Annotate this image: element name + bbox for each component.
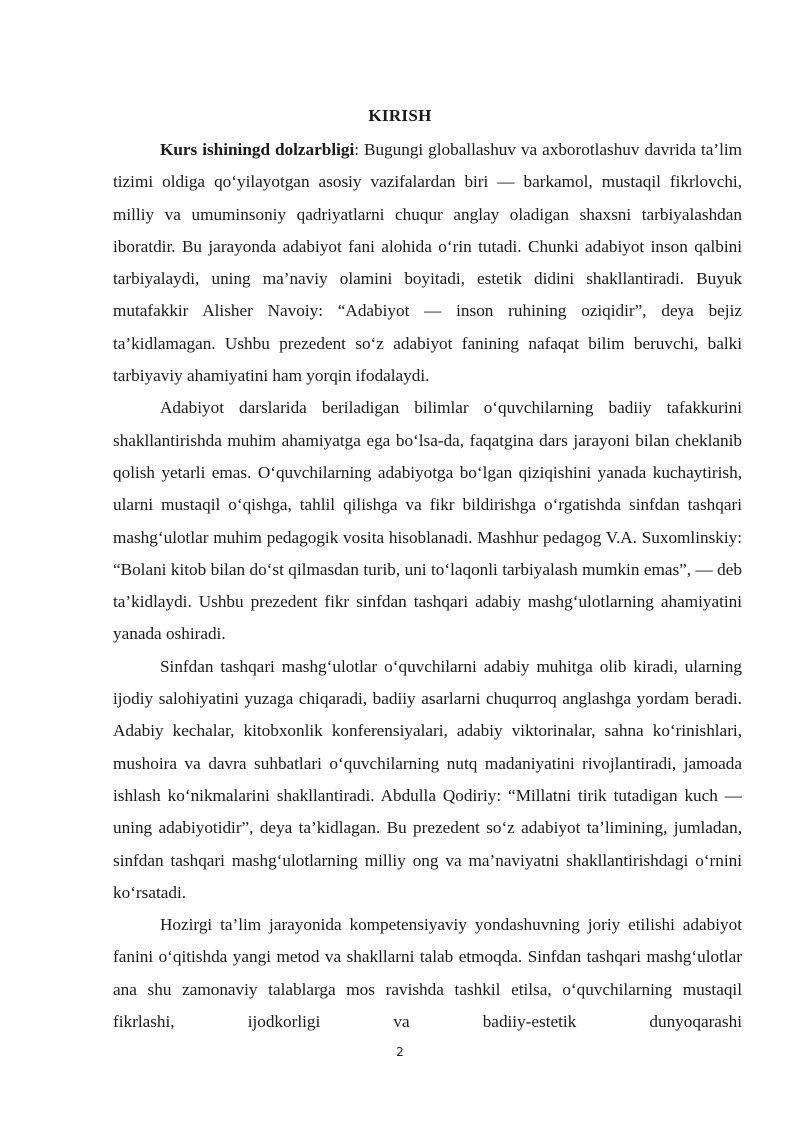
page-number: 2 xyxy=(396,1045,404,1059)
paragraph: Sinfdan tashqari mashg‘ulotlar o‘quvchilarni adabiy muhitga olib kiradi, ularning ijodiy salohiyatini yuzaga chiqaradi, badiiy asarlarni chuqurroq anglashga yordam beradi. Adabiy kechalar, kitobxonlik konferensiyalari, adabiy viktorinalar, sahna ko‘rinishlari, mushoira va davra suhbatlari o‘quvchilarning nutq madaniyatini rivojlantiradi, jamoada ishlash ko‘nikmalarini shakllantiradi. Abdulla Qodiriy: “Millatni tirik tutadigan kuch — uning adabiyotidir”, deya ta’kidlagan. Bu prezedent so‘z adabiyot ta’limining, jumladan, sinfdan tashqari mashg‘ulotlarning milliy ong va ma’naviyatni shakllantirishdagi o‘rnini ko‘rsatadi. xyxy=(113,656,742,902)
paragraph-lead: Kurs ishiningd dolzarbligi xyxy=(160,140,355,159)
paragraph-text: : Bugungi globallashuv va axborotlashuv davrida ta’lim tizimi oldiga qo‘yilayotgan asosiy vazifalardan biri — barkamol, mustaqil fikrlovchi, milliy va umuminsoniy qadriyatlarni chuqur anglay oladigan shaxsni tarbiyalashdan iboratdir. Bu jarayonda adabiyot fani alohida o‘rin tutadi. Chunki adabiyot inson qalbini tarbiyalaydi, uning ma’naviy olamini boyitadi, estetik didini shakllantiradi. Buyuk mutafakkir Alisher Navoiy: “Adabiyot — inson ruhining oziqidir”, deya bejiz ta’kidlamagan. Ushbu prezedent so‘z adabiyot fanining nafaqat bilim beruvchi, balki tarbiyaviy ahamiyatini ham yorqin ifodalaydi. xyxy=(113,140,742,386)
section-heading: KIRISH xyxy=(368,106,432,125)
paragraph-relevance xyxy=(113,134,742,392)
body-text xyxy=(113,134,742,1038)
paragraph: Hozirgi ta’lim jarayonida kompetensiyaviy yondashuvning joriy etilishi adabiyot fanini o‘qitishda yangi metod va shakllarni talab etmoqda. Sinfdan tashqari mashg‘ulotlar ana shu zamonaviy talablarga mos ravishda tashkil etilsa, o‘quvchilarning mustaqil fikrlashi, ijodkorligi va badiiy-estetik dunyoqarashi xyxy=(113,915,742,1032)
paragraph: Adabiyot darslarida beriladigan bilimlar o‘quvchilarning badiiy tafakkurini shakllantirishda muhim ahamiyatga ega bo‘lsa-da, faqatgina dars jarayoni bilan cheklanib qolish yetarli emas. O‘quvchilarning adabiyotga bo‘lgan qiziqishini yanada kuchaytirish, ularni mustaqil o‘qishga, tahlil qilishga va fikr bildirishga o‘rgatishda sinfdan tashqari mashg‘ulotlar muhim pedagogik vosita hisoblanadi. Mashhur pedagog V.A. Suxomlinskiy: “Bolani kitob bilan do‘st qilmasdan turib, uni to‘laqonli tarbiyalash mumkin emas”, — deb ta’kidlaydi. Ushbu prezedent fikr sinfdan tashqari adabiy mashg‘ulotlarning ahamiyatini yanada oshiradi. xyxy=(113,398,742,644)
